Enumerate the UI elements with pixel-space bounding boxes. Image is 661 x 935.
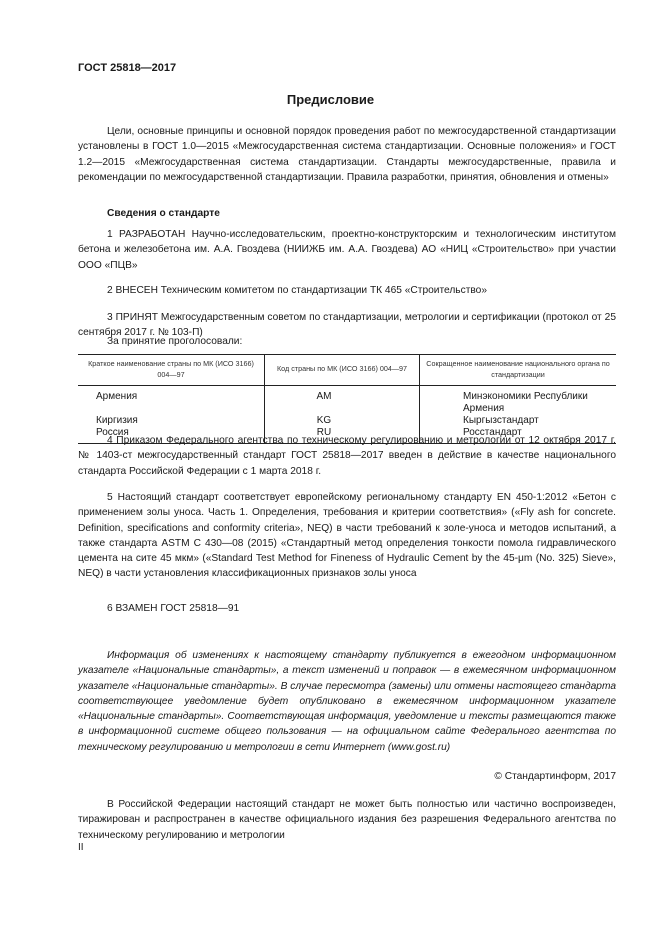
item-replaces: 6 ВЗАМЕН ГОСТ 25818—91 bbox=[107, 603, 240, 614]
item-conformity: 5 Настоящий стандарт соответствует европейскому региональному стандарту EN 450-1:2012 «Бетон с применением золы уноса. Часть 1. Определения, требования и критерии соответствия» («Fly ash for concrete. Definition, specifications and conformity criteria», NEQ) в части требований к золе-уноса и методов испытаний, а также стандарта ASTM C 430—08 (2015) «Стандартный метод определения тонкости помола гидравлического цемента на сите 45 мкм» («Standard Test Method for Fineness of Hydraulic Cement by the 45-μm (No. 325) Sieve», NEQ) в части установления классификационных признаков золы уноса bbox=[78, 492, 616, 580]
header-country: Краткое наименование страны по МК (ИСО 3166) 004—97 bbox=[78, 355, 265, 386]
section-heading: Сведения о стандарте bbox=[107, 208, 220, 219]
header-code: Код страны по МК (ИСО 3166) 004—97 bbox=[265, 355, 420, 386]
voting-table bbox=[78, 354, 616, 444]
page-title: Предисловие bbox=[286, 92, 375, 107]
country-cell: Россия bbox=[78, 427, 265, 444]
header-body: Сокращенное наименование национального органа по стандартизации bbox=[420, 355, 617, 386]
copyright: © Стандартинформ, 2017 bbox=[494, 771, 616, 782]
item-developed: 1 РАЗРАБОТАН Научно-исследовательским, проектно-конструкторским и технологическим институтом бетона и железобетона им. А.А. Гвоздева (НИИЖБ им. А.А. Гвоздева) АО «НИЦ «Строительство» при участии ООО «ПЦВ» bbox=[78, 229, 616, 271]
country-cell: Армения bbox=[96, 391, 138, 402]
code-cell: KG bbox=[265, 415, 420, 427]
body-cell: Кыргызстандарт bbox=[420, 415, 617, 427]
info-notice bbox=[78, 648, 616, 755]
table-row bbox=[78, 386, 616, 416]
country-cell: Киргизия bbox=[96, 415, 138, 426]
info-text: Информация об изменениях к настоящему стандарту публикуется в ежегодном информационном указателе «Национальные стандарты», а текст изменений и поправок — в ежемесячном информационном указателе «Национальные стандарты». В случае пересмотра (замены) или отмены настоящего стандарта соответствующее уведомление будет опубликовано в ежемесячном информационном указателе «Национальные стандарты». Соответствующая информация, уведомление и тексты размещаются также в информационной системе общего пользования — на официальном сайте Федерального агентства по техническому регулированию и метрологии в сети Интернет (www.gost.ru) bbox=[78, 650, 616, 753]
item-adopted: 3 ПРИНЯТ Межгосударственным советом по стандартизации, метрологии и сертификации (протокол от 25 сентября 2017 г. № 103-П) bbox=[78, 312, 616, 339]
voted-label: За принятие проголосовали: bbox=[107, 336, 243, 347]
intro-paragraph: Цели, основные принципы и основной порядок проведения работ по межгосударственной стандартизации установлены в ГОСТ 1.0—2015 «Межгосударственная система стандартизации. Основные положения» и ГОСТ 1.2—2015 «Межгосударственная система стандартизации. Стандарты межгосударственные, правила и рекомендации по межгосударственной стандартизации. Правила разработки, принятия, обновления и отмены» bbox=[78, 126, 616, 183]
code-cell: RU bbox=[265, 427, 420, 444]
body-cell: Росстандарт bbox=[420, 427, 617, 444]
body-cell: Минэкономики Республики Армения bbox=[420, 386, 617, 416]
code-cell: AM bbox=[265, 386, 420, 416]
item-order: 4 Приказом Федерального агентства по техническому регулированию и метрологии от 12 октября 2017 г. № 1403-ст межгосударственный стандарт ГОСТ 25818—2017 введен в действие в качестве национального стандарта Российской Федерации с 1 марта 2018 г. bbox=[78, 435, 616, 477]
standard-code: ГОСТ 25818—2017 bbox=[78, 62, 177, 74]
table-row bbox=[78, 415, 616, 427]
table-header-row bbox=[78, 355, 616, 386]
item-submitted: 2 ВНЕСЕН Техническим комитетом по стандартизации ТК 465 «Строительство» bbox=[107, 285, 487, 296]
rights-notice: В Российской Федерации настоящий стандарт не может быть полностью или частично воспроизведен, тиражирован и распространен в качестве официального издания без разрешения Федерального агентства по техническому регулированию и метрологии bbox=[78, 799, 616, 841]
page-number: II bbox=[78, 842, 84, 853]
